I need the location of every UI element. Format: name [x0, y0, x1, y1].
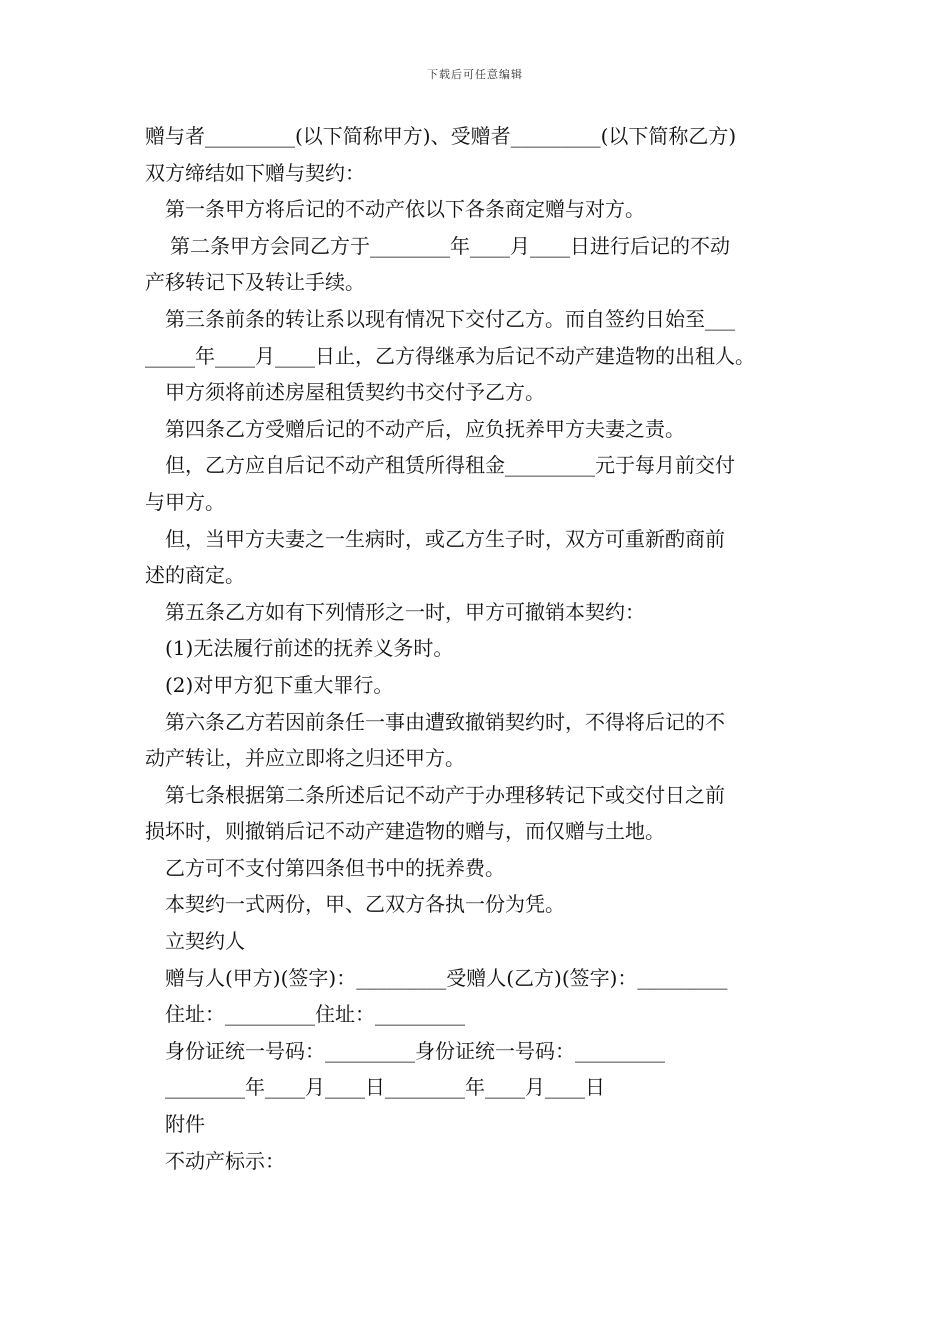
page-header: 下载后可任意编辑 [427, 68, 523, 81]
text-line: 第三条前条的转让系以现有情况下交付乙方。而自签约日始至___ [165, 306, 735, 331]
text-line: 甲方须将前述房屋租赁契约书交付予乙方。 [165, 380, 545, 405]
text-line: 损坏时，则撤销后记不动产建造物的赠与，而仅赠与土地。 [145, 819, 665, 844]
date-line: ________年____月____日________年____月____日 [165, 1075, 605, 1100]
text-line: 第七条根据第二条所述后记不动产于办理移转记下或交付日之前 [165, 782, 725, 807]
text-line: 乙方可不支付第四条但书中的抚养费。 [165, 855, 505, 880]
text-line: 本契约一式两份，甲、乙双方各执一份为凭。 [165, 892, 565, 917]
text-line: 第二条甲方会同乙方于________年____月____日进行后记的不动 [170, 233, 730, 258]
address-line: 住址：_________住址：_________ [165, 1002, 465, 1027]
text-line: _____年____月____日止，乙方得继承为后记不动产建造物的出租人。 [145, 343, 755, 368]
text-line: 但，当甲方夫妻之一生病时，或乙方生子时，双方可重新酌商前 [165, 526, 725, 551]
property-label: 不动产标示： [165, 1148, 285, 1173]
attachment-heading: 附件 [165, 1112, 205, 1137]
text-line: 但，乙方应自后记不动产租赁所得租金_________元于每月前交付 [165, 453, 735, 478]
text-line: 述的商定。 [145, 563, 245, 588]
text-line: 第五条乙方如有下列情形之一时，甲方可撤销本契约： [165, 599, 645, 624]
text-line: 第一条甲方将后记的不动产依以下各条商定赠与对方。 [165, 197, 645, 222]
text-line: 赠与者_________(以下简称甲方)、受赠者_________(以下简称乙方) [145, 124, 737, 148]
text-line: 产移转记下及转让手续。 [145, 270, 365, 295]
text-line: 双方缔结如下赠与契约： [145, 160, 365, 185]
document-body [145, 118, 810, 1179]
id-number-line: 身份证统一号码：_________身份证统一号码：_________ [165, 1038, 665, 1063]
text-line: 与甲方。 [145, 489, 225, 514]
list-item: (2)对甲方犯下重大罪行。 [165, 672, 394, 697]
signature-line: 赠与人(甲方)(签字)：_________受赠人(乙方)(签字)：_________ [165, 965, 728, 990]
text-line: 动产转让，并应立即将之归还甲方。 [145, 746, 465, 771]
text-line: 第四条乙方受赠后记的不动产后，应负抚养甲方夫妻之责。 [165, 416, 685, 441]
list-item: (1)无法履行前述的抚养义务时。 [165, 636, 454, 661]
signatories-heading: 立契约人 [165, 929, 245, 954]
text-line: 第六条乙方若因前条任一事由遭致撤销契约时，不得将后记的不 [165, 709, 725, 734]
